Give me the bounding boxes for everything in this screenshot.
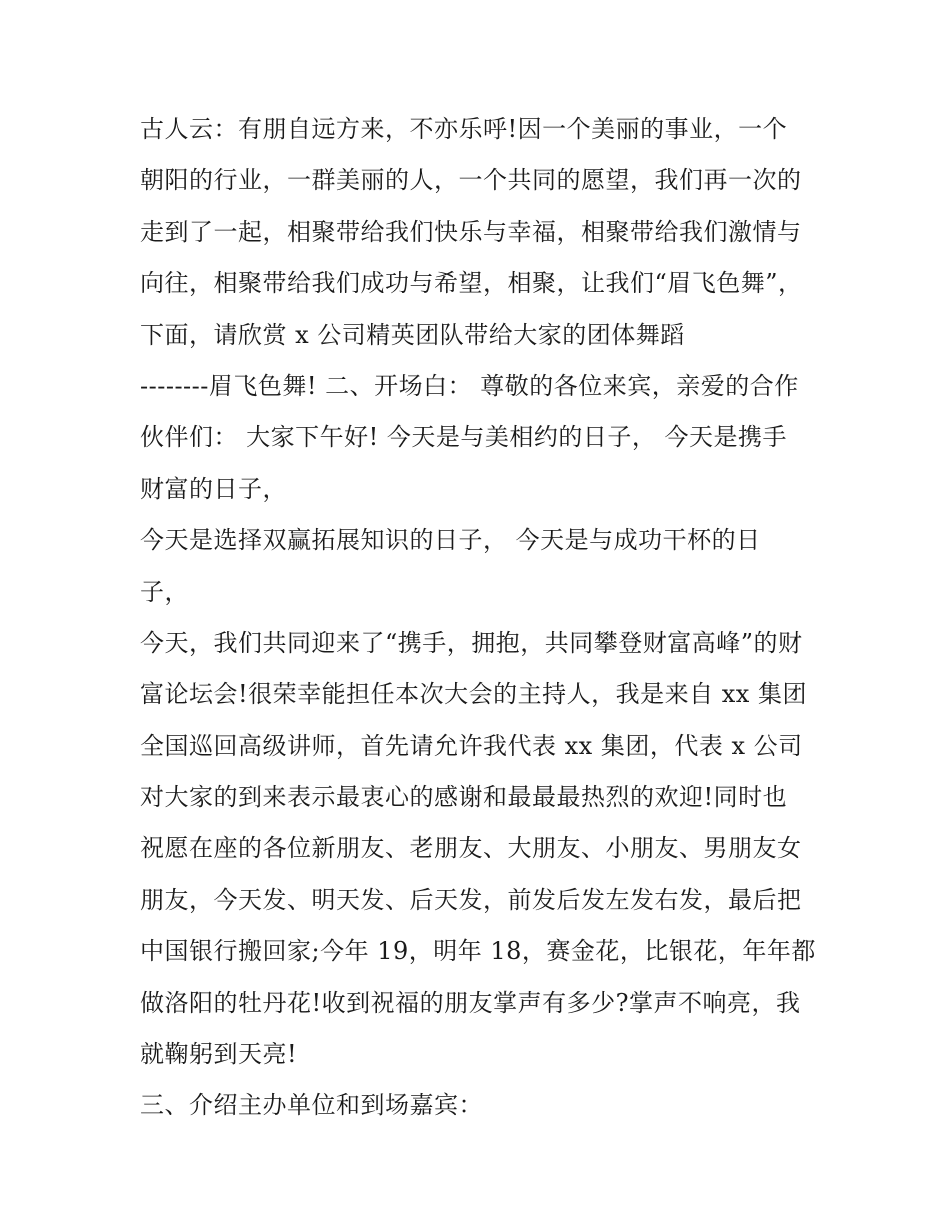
text-line: 全国巡回高级讲师，首先请允许我代表 xx 集团，代表 x 公司 — [140, 731, 803, 760]
text-line: 今天是选择双赢拓展知识的日子， 今天是与成功干杯的日 — [140, 526, 761, 555]
text-line: 三、介绍主办单位和到场嘉宾： — [140, 1091, 483, 1120]
text-line: 向往，相聚带给我们成功与希望，相聚，让我们“眉飞色舞”， — [140, 269, 803, 298]
text-line: 对大家的到来表示最衷心的感谢和最最最热烈的欢迎!同时也 — [140, 783, 788, 812]
text-line: --------眉飞色舞! 二、开场白： 尊敬的各位来宾，亲爱的合作 — [140, 371, 799, 400]
text-line: 中国银行搬回家;今年 19，明年 18，赛金花，比银花，年年都 — [140, 937, 816, 966]
text-line: 富论坛会!很荣幸能担任本次大会的主持人，我是来自 xx 集团 — [140, 680, 807, 709]
body-text — [140, 104, 830, 1132]
text-line: 就鞠躬到天亮! — [140, 1040, 298, 1069]
text-line: 朋友，今天发、明天发、后天发，前发后发左发右发，最后把 — [140, 885, 802, 914]
text-line: 今天，我们共同迎来了“携手，拥抱，共同攀登财富高峰”的财 — [140, 628, 803, 657]
text-line: 祝愿在座的各位新朋友、老朋友、大朋友、小朋友、男朋友女 — [140, 834, 802, 863]
text-line: 做洛阳的牡丹花!收到祝福的朋友掌声有多少?掌声不响亮，我 — [140, 988, 801, 1017]
text-line: 朝阳的行业，一群美丽的人，一个共同的愿望，我们再一次的 — [140, 166, 802, 195]
text-line: 下面，请欣赏 x 公司精英团队带给大家的团体舞蹈 — [140, 320, 685, 349]
text-line: 伙伴们： 大家下午好! 今天是与美相约的日子， 今天是携手 — [140, 423, 788, 452]
text-line: 古人云：有朋自远方来，不亦乐呼!因一个美丽的事业，一个 — [140, 115, 788, 143]
text-line: 财富的日子， — [140, 474, 287, 503]
text-line: 子， — [140, 577, 189, 606]
text-line: 走到了一起，相聚带给我们快乐与幸福，相聚带给我们激情与 — [140, 217, 802, 246]
